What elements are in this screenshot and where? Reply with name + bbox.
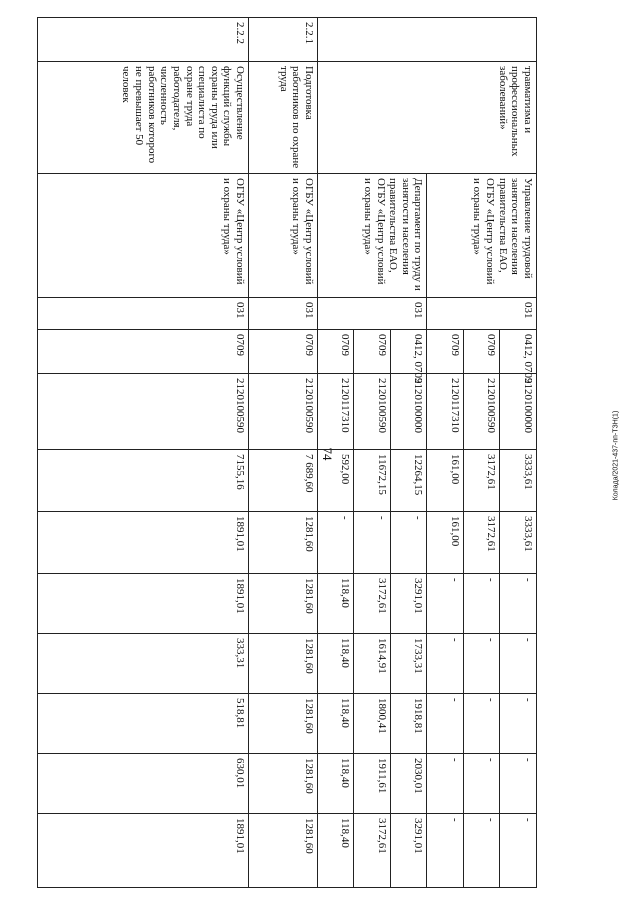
year-value: - [500,634,537,694]
year-value: 1281,60 [249,634,318,694]
total-value: 7155,16 [38,450,249,512]
year-value: 1281,60 [249,512,318,574]
activity-name: травматизма и профессиональных заболеваний» [318,62,537,174]
section-code: 0709 [427,330,464,374]
footer-note: Колада/2021-437-пп-ТЗН(1) [612,410,620,501]
year-value: - [354,512,391,574]
section-code: 0412, 0709 [391,330,428,374]
table-row [249,18,318,888]
year-value: - [464,634,501,694]
year-value: 1891,01 [38,814,249,888]
year-value: 1891,01 [38,512,249,574]
year-value: - [464,754,501,814]
table-row [500,18,537,888]
year-value: - [318,512,355,574]
year-value: 1281,60 [249,694,318,754]
year-value: 1281,60 [249,574,318,634]
year-value: 118,40 [318,814,355,888]
year-value: 518,81 [38,694,249,754]
year-value: 1918,81 [391,694,428,754]
year-value: 1733,31 [391,634,428,694]
year-value: - [427,574,464,634]
table-row [38,18,249,888]
year-value: - [427,814,464,888]
target-code: 2120100590 [464,374,501,450]
section-code: 0709 [464,330,501,374]
year-value: - [500,754,537,814]
year-value: - [500,694,537,754]
year-value: - [464,694,501,754]
page-number: 74 [320,447,335,461]
year-value: - [500,574,537,634]
target-code: 2120100000 [391,374,428,450]
year-value: 118,40 [318,694,355,754]
total-value: 7 689,60 [249,450,318,512]
year-value: - [464,814,501,888]
target-code: 2120100590 [38,374,249,450]
total-value: 3333,61 [500,450,537,512]
total-value: 12264,15 [391,450,428,512]
year-value: 1281,60 [249,814,318,888]
section-code: 0412, 0709 [500,330,537,374]
executor-name: Департамент по труду и занятости населения правительства ЕАО, ОГБУ «Центр условий и охраны труда» [318,174,428,298]
section-code: 0709 [354,330,391,374]
budget-table-container [37,17,537,887]
target-code: 2120100000 [500,374,537,450]
year-value: 3333,61 [500,512,537,574]
section-code: 0709 [38,330,249,374]
target-code: 2120117310 [427,374,464,450]
ministry-code: 031 [318,298,428,330]
total-value: 592,00 [318,450,355,512]
year-value: 630,01 [38,754,249,814]
total-value: 3172,61 [464,450,501,512]
year-value: 118,40 [318,574,355,634]
row-number [318,18,537,62]
ministry-code: 031 [249,298,318,330]
target-code: 2120117310 [318,374,355,450]
year-value: 1281,60 [249,754,318,814]
executor-name: Управление трудовой занятости населения правительства ЕАО, ОГБУ «Центр условий и охраны труда» [427,174,537,298]
year-value: 3172,61 [354,814,391,888]
year-value: 1891,01 [38,574,249,634]
year-value: 3291,01 [391,814,428,888]
row-number: 2.2.1 [249,18,318,62]
budget-table [37,17,537,888]
year-value: - [464,574,501,634]
target-code: 2120100590 [354,374,391,450]
year-value: 2030,01 [391,754,428,814]
ministry-code: 031 [38,298,249,330]
year-value: 161,00 [427,512,464,574]
year-value: 118,40 [318,754,355,814]
activity-name: Осуществление функций службы охраны труда или специалиста по охране труда работодателя, численность работников которого не превышает 50 человек [38,62,249,174]
year-value: - [427,694,464,754]
year-value: 3172,61 [464,512,501,574]
year-value: - [427,754,464,814]
activity-name: Подготовка работников по охране труда [249,62,318,174]
year-value: 118,40 [318,634,355,694]
row-number: 2.2.2 [38,18,249,62]
year-value: 3291,01 [391,574,428,634]
year-value: - [427,634,464,694]
year-value: 333,31 [38,634,249,694]
section-code: 0709 [318,330,355,374]
total-value: 11672,15 [354,450,391,512]
year-value: - [391,512,428,574]
year-value: 3172,61 [354,574,391,634]
executor-name: ОГБУ «Центр условий и охраны труда» [249,174,318,298]
section-code: 0709 [249,330,318,374]
year-value: 1911,61 [354,754,391,814]
year-value: 1800,41 [354,694,391,754]
target-code: 2120100590 [249,374,318,450]
total-value: 161,00 [427,450,464,512]
year-value: - [500,814,537,888]
year-value: 1614,91 [354,634,391,694]
ministry-code: 031 [427,298,537,330]
executor-name: ОГБУ «Центр условий и охраны труда» [38,174,249,298]
